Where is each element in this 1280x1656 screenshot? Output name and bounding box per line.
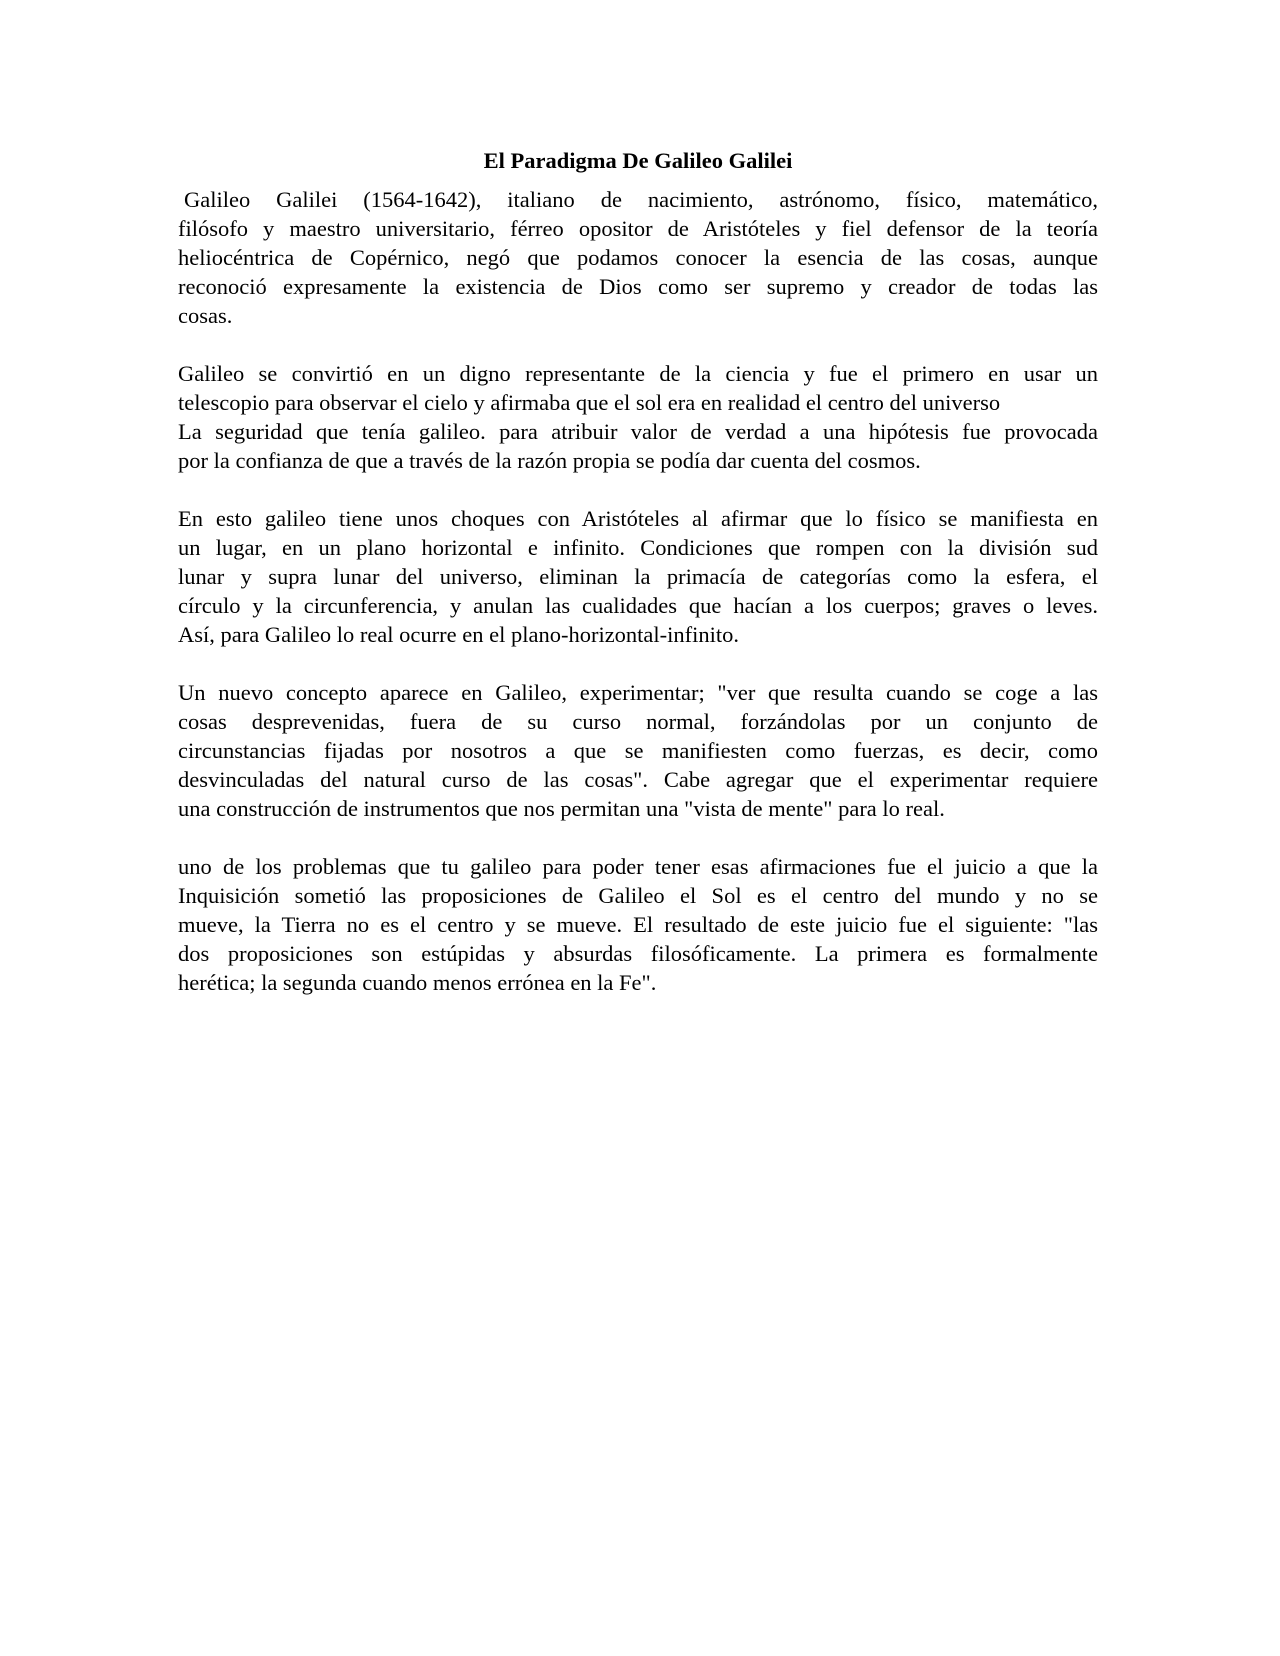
paragraph-line: En esto galileo tiene unos choques con Aristóteles al afirmar que lo físico se manifiesta en [178,506,1098,531]
paragraph-2 [178,359,1098,475]
paragraph-line: Galileo se convirtió en un digno representante de la ciencia y fue el primero en usar un [178,361,1098,386]
paragraph-line: una construcción de instrumentos que nos permitan una "vista de mente" para lo real. [178,796,945,821]
paragraph-line: círculo y la circunferencia, y anulan las cualidades que hacían a los cuerpos; graves o leves. [178,593,1098,618]
paragraph-line: mueve, la Tierra no es el centro y se mueve. El resultado de este juicio fue el siguiente: "las [178,912,1098,937]
paragraph-line: heliocéntrica de Copérnico, negó que podamos conocer la esencia de las cosas, aunque [178,245,1098,270]
document-title: El Paradigma De Galileo Galilei [483,148,793,173]
paragraph-3 [178,504,1098,649]
paragraph-1 [178,185,1098,330]
paragraph-line: herética; la segunda cuando menos errónea en la Fe". [178,970,657,995]
paragraph-line: Galileo Galilei (1564-1642), italiano de nacimiento, astrónomo, físico, matemático, [184,187,1098,212]
paragraph-line: Un nuevo concepto aparece en Galileo, experimentar; "ver que resulta cuando se coge a las [178,680,1098,705]
paragraph-line: desvinculadas del natural curso de las cosas". Cabe agregar que el experimentar requiere [178,767,1098,792]
paragraph-line: telescopio para observar el cielo y afirmaba que el sol era en realidad el centro del universo [178,390,1001,415]
paragraph-line: Así, para Galileo lo real ocurre en el plano-horizontal-infinito. [178,622,740,647]
paragraph-line: lunar y supra lunar del universo, eliminan la primacía de categorías como la esfera, el [178,564,1098,589]
paragraph-line: circunstancias fijadas por nosotros a que se manifiesten como fuerzas, es decir, como [178,738,1098,763]
paragraph-line: cosas. [178,303,233,328]
paragraph-line: dos proposiciones son estúpidas y absurdas filosóficamente. La primera es formalmente [178,941,1098,966]
paragraph-line: cosas desprevenidas, fuera de su curso normal, forzándolas por un conjunto de [178,709,1098,734]
paragraph-4 [178,678,1098,823]
paragraph-line: Inquisición sometió las proposiciones de Galileo el Sol es el centro del mundo y no se [178,883,1098,908]
document-body [178,146,1098,997]
paragraph-line: filósofo y maestro universitario, férreo opositor de Aristóteles y fiel defensor de la teoría [178,216,1098,241]
paragraph-line: La seguridad que tenía galileo. para atribuir valor de verdad a una hipótesis fue provocada [178,419,1098,444]
paragraph-5 [178,852,1098,997]
paragraph-line: reconoció expresamente la existencia de Dios como ser supremo y creador de todas las [178,274,1098,299]
paragraph-line: uno de los problemas que tu galileo para poder tener esas afirmaciones fue el juicio a que la [178,854,1098,879]
paragraph-line: por la confianza de que a través de la razón propia se podía dar cuenta del cosmos. [178,448,921,473]
paragraph-line: un lugar, en un plano horizontal e infinito. Condiciones que rompen con la división sud [178,535,1098,560]
